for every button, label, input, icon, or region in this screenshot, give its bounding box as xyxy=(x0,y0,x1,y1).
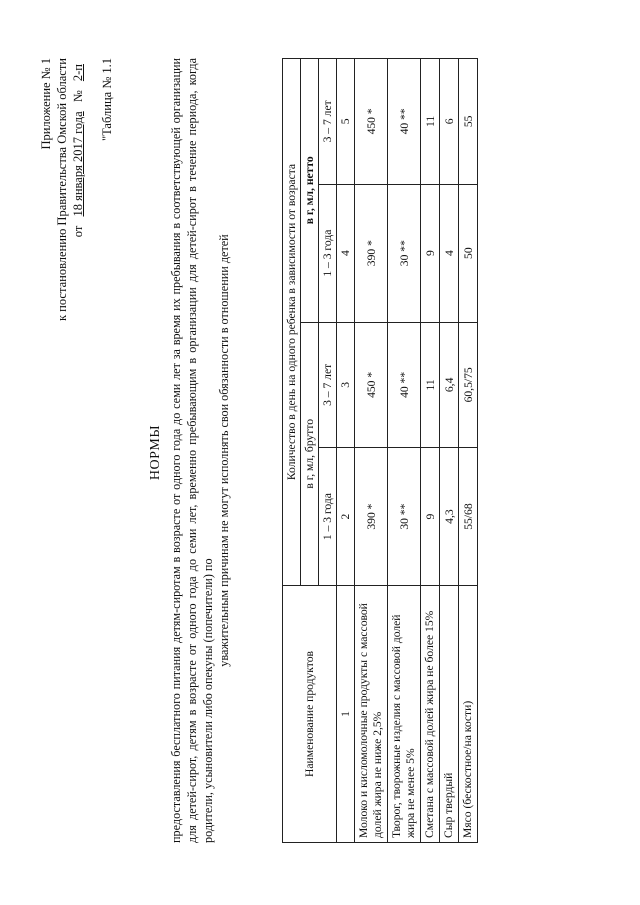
value-cell: 9 xyxy=(421,184,440,322)
column-header-quantity: Количество в день на одного ребенка в зависимости от возраста xyxy=(283,59,301,586)
appendix-date-line xyxy=(70,58,86,388)
value-cell: 390 * xyxy=(355,448,388,586)
table-row xyxy=(440,59,459,843)
value-cell: 55/68 xyxy=(459,448,478,586)
appendix-decree: к постановлению Правительства Омской области xyxy=(55,58,69,322)
appendix-from-label: от xyxy=(71,225,85,238)
net-prefix: в г, мл, xyxy=(303,185,316,225)
value-cell: 55 xyxy=(459,59,478,185)
intro-line-2: в соответствующей организации для детей-сирот, детям в возрасте от одного года до семи лет, временно пребывающим в xyxy=(169,57,199,843)
value-cell: 40 ** xyxy=(388,59,421,185)
value-cell: 50 xyxy=(459,184,478,322)
table-row xyxy=(421,59,440,843)
product-name: Сметана с массовой долей жира не более 15% xyxy=(421,586,440,843)
appendix-title: Приложение № 1 xyxy=(39,58,53,150)
table-row xyxy=(355,59,388,843)
intro-paragraph xyxy=(168,58,232,843)
product-name: Мясо (бескостное/на кости) xyxy=(459,586,478,843)
age-header: 3 – 7 лет xyxy=(319,322,337,448)
appendix-number-label: № xyxy=(71,90,85,103)
column-number: 4 xyxy=(337,184,355,322)
intro-line-3: организации для детей-сирот в течение периода, когда родители, усыновители либо опекуны (попечители) по xyxy=(185,58,215,843)
intro-line-4: уважительным причинам не могут исполнять свои обязанности в отношении детей xyxy=(217,234,231,667)
value-cell: 6,4 xyxy=(440,322,459,448)
table-number: "Таблица № 1.1 xyxy=(100,58,114,141)
column-number: 3 xyxy=(337,322,355,448)
value-cell: 11 xyxy=(421,59,440,185)
value-cell: 390 * xyxy=(355,184,388,322)
value-cell: 450 * xyxy=(355,322,388,448)
product-name: Сыр твердый xyxy=(440,586,459,843)
value-cell: 11 xyxy=(421,322,440,448)
column-header-net xyxy=(301,59,319,323)
value-cell: 30 ** xyxy=(388,184,421,322)
value-cell: 40 ** xyxy=(388,322,421,448)
value-cell: 4 xyxy=(440,184,459,322)
value-cell: 450 * xyxy=(355,59,388,185)
value-cell: 30 ** xyxy=(388,448,421,586)
column-header-gross: в г, мл, брутто xyxy=(301,322,319,585)
value-cell: 4,3 xyxy=(440,448,459,586)
appendix-number: 2-п xyxy=(71,64,85,82)
age-header: 1 – 3 года xyxy=(319,448,337,586)
column-number: 2 xyxy=(337,448,355,586)
value-cell: 6 xyxy=(440,59,459,185)
net-label: нетто xyxy=(303,156,316,186)
column-number: 1 xyxy=(337,586,355,843)
appendix-block xyxy=(38,58,86,388)
value-cell: 9 xyxy=(421,448,440,586)
document-title: НОРМЫ xyxy=(148,424,163,481)
appendix-date: 18 января 2017 года xyxy=(71,111,85,217)
table-row xyxy=(388,59,421,843)
column-number: 5 xyxy=(337,59,355,185)
age-header: 3 – 7 лет xyxy=(319,59,337,185)
column-number-row xyxy=(337,59,355,843)
value-cell: 60,5/75 xyxy=(459,322,478,448)
age-header: 1 – 3 года xyxy=(319,184,337,322)
norms-table xyxy=(282,58,478,843)
column-header-name: Наименование продуктов xyxy=(283,586,337,843)
product-name: Молоко и кисломолочные продукты с массовой долей жира не ниже 2,5% xyxy=(355,586,388,843)
intro-line-1: предоставления бесплатного питания детям-сиротам в возрасте от одного года до семи лет за время их пребывания xyxy=(169,232,183,843)
product-name: Творог, творожные изделия с массовой долей жира не менее 5% xyxy=(388,586,421,843)
header-row-1 xyxy=(283,59,301,843)
table-row xyxy=(459,59,478,843)
